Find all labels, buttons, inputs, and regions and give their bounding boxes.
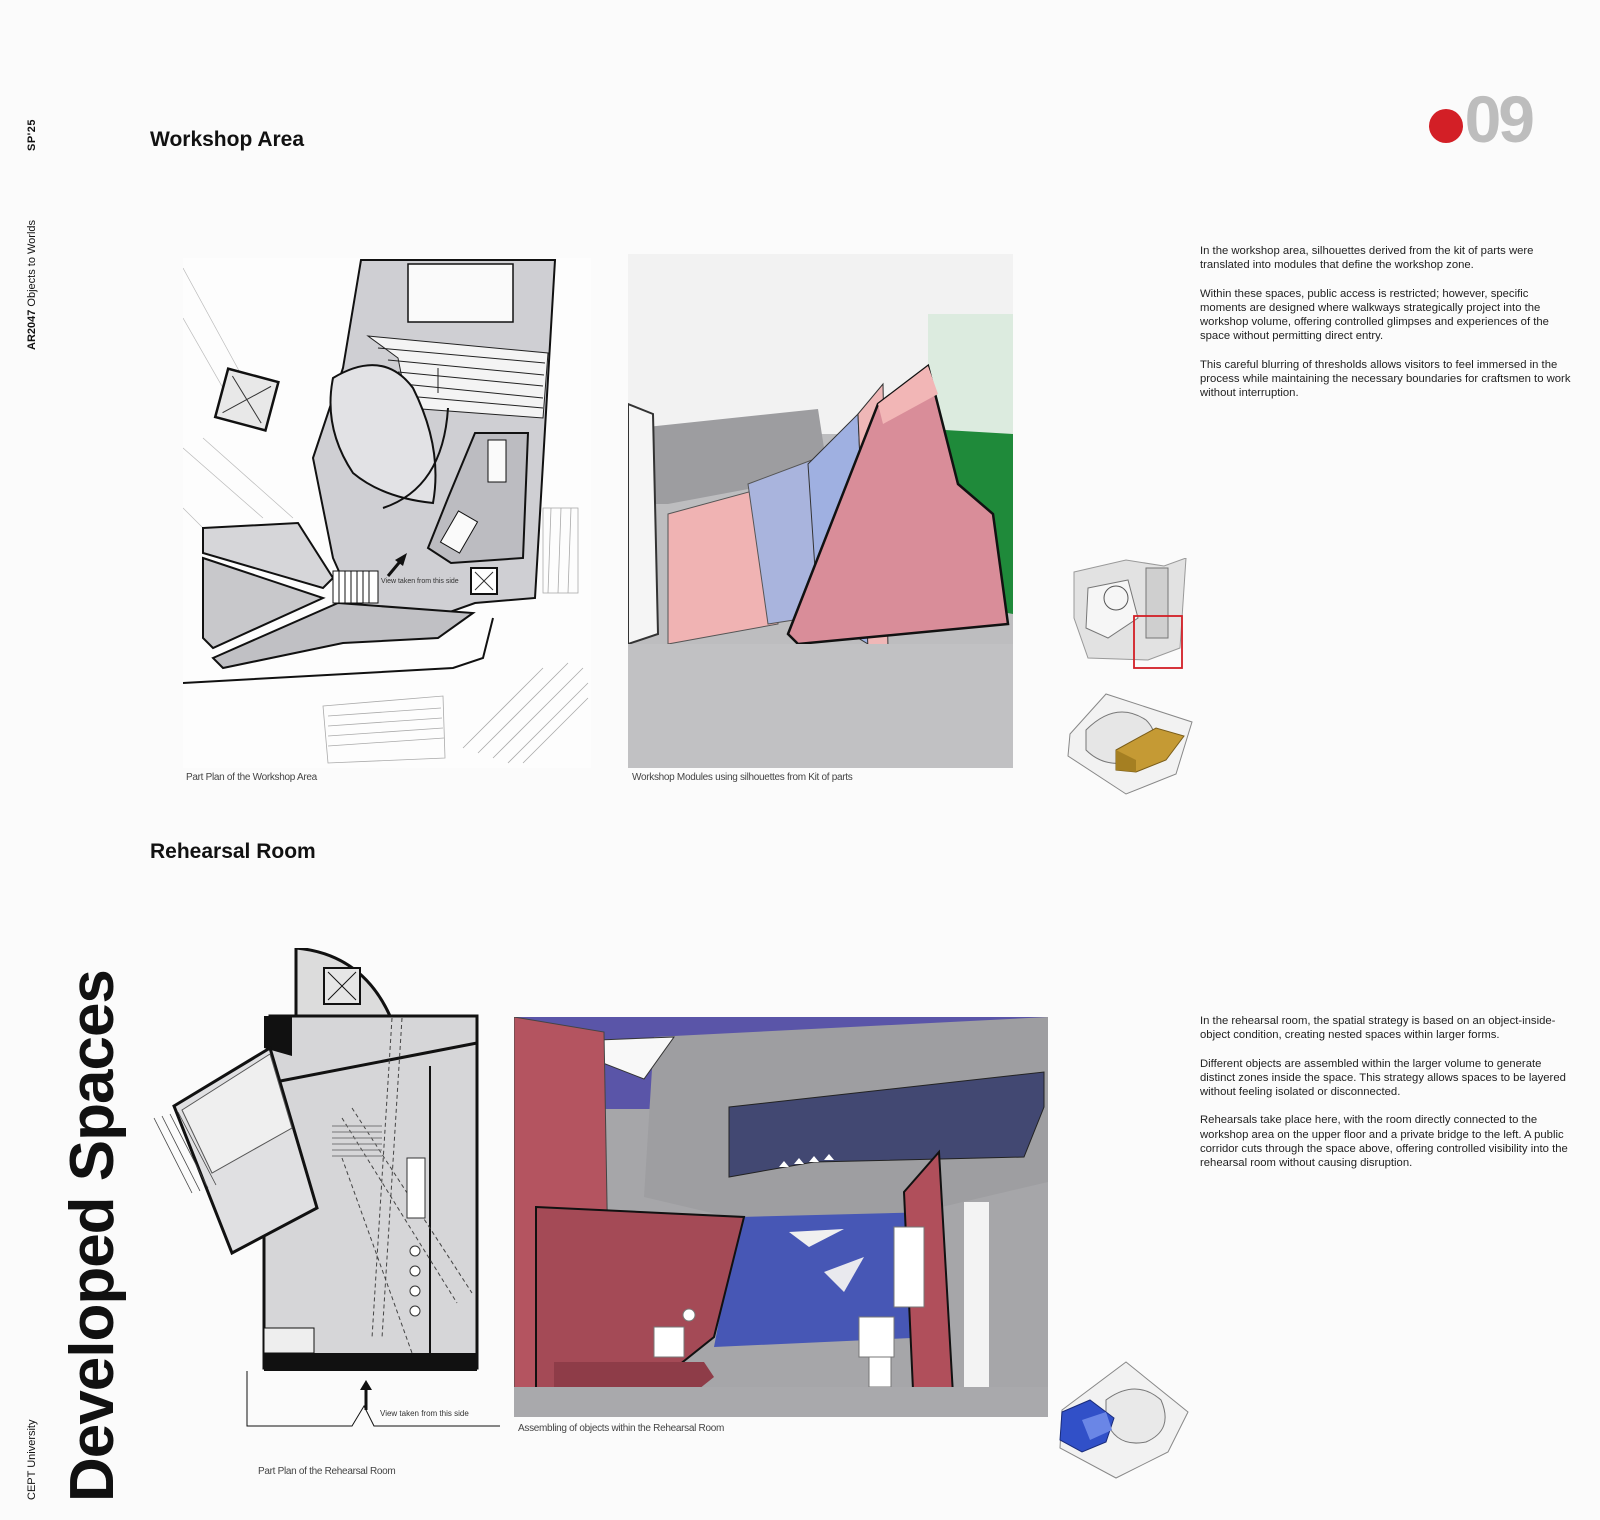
rehearsal-render-image <box>514 1017 1048 1417</box>
workshop-plan-drawing <box>183 258 591 768</box>
workshop-description <box>1200 244 1572 415</box>
workshop-paragraph: This careful blurring of thresholds allows visitors to feel immersed in the process while maintaining the necessary boundaries for craftsmen to work without interruption. <box>1200 358 1571 400</box>
workshop-axonometric <box>1066 690 1196 800</box>
rehearsal-heading: Rehearsal Room <box>150 840 316 863</box>
rehearsal-description <box>1200 1014 1572 1185</box>
rehearsal-plan-note: View taken from this side <box>380 1409 469 1418</box>
course-name: Objects to Worlds <box>26 219 38 307</box>
rehearsal-plan-drawing <box>152 948 504 1468</box>
rehearsal-render-caption: Assembling of objects within the Rehearsal Room <box>518 1423 725 1434</box>
workshop-render-image <box>628 254 1013 768</box>
workshop-plan-caption: Part Plan of the Workshop Area <box>186 772 317 783</box>
workshop-paragraph: In the workshop area, silhouettes derived from the kit of parts were translated into modules that define the workshop zone. <box>1200 245 1534 272</box>
rehearsal-plan-caption: Part Plan of the Rehearsal Room <box>258 1466 396 1477</box>
rehearsal-paragraph: In the rehearsal room, the spatial strategy is based on an object-inside-object condition, creating nested spaces within larger forms. <box>1200 1015 1556 1042</box>
course-code: AR2047 <box>26 309 38 350</box>
university-label: CEPT University <box>26 1419 38 1500</box>
rehearsal-paragraph: Rehearsals take place here, with the room directly connected to the workshop area on the upper floor and a private bridge to the left. A public corridor cuts through the space above, offering controlled visibility into the rehearsal room without causing disruption. <box>1200 1114 1568 1170</box>
workshop-plan-note: View taken from this side <box>381 578 459 585</box>
workshop-paragraph: Within these spaces, public access is restricted; however, specific moments are designed where walkways strategically project into the workshop volume, offering controlled glimpses and experiences of the space without permitting direct entry. <box>1200 287 1549 343</box>
course-label <box>26 220 38 350</box>
rehearsal-axonometric <box>1056 1360 1192 1482</box>
term-label: SP'25 <box>26 118 38 151</box>
red-dot-icon <box>1429 109 1463 143</box>
rehearsal-paragraph: Different objects are assembled within the larger volume to generate distinct zones inside the space. This strategy allows spaces to be layered without feeling isolated or disconnected. <box>1200 1057 1566 1099</box>
page-number <box>1429 82 1532 156</box>
page-title: Developed Spaces <box>58 970 127 1502</box>
workshop-heading: Workshop Area <box>150 128 305 151</box>
workshop-key-plan <box>1068 558 1188 673</box>
page-number-text: 09 <box>1464 82 1532 156</box>
workshop-render-caption: Workshop Modules using silhouettes from Kit of parts <box>632 772 853 783</box>
